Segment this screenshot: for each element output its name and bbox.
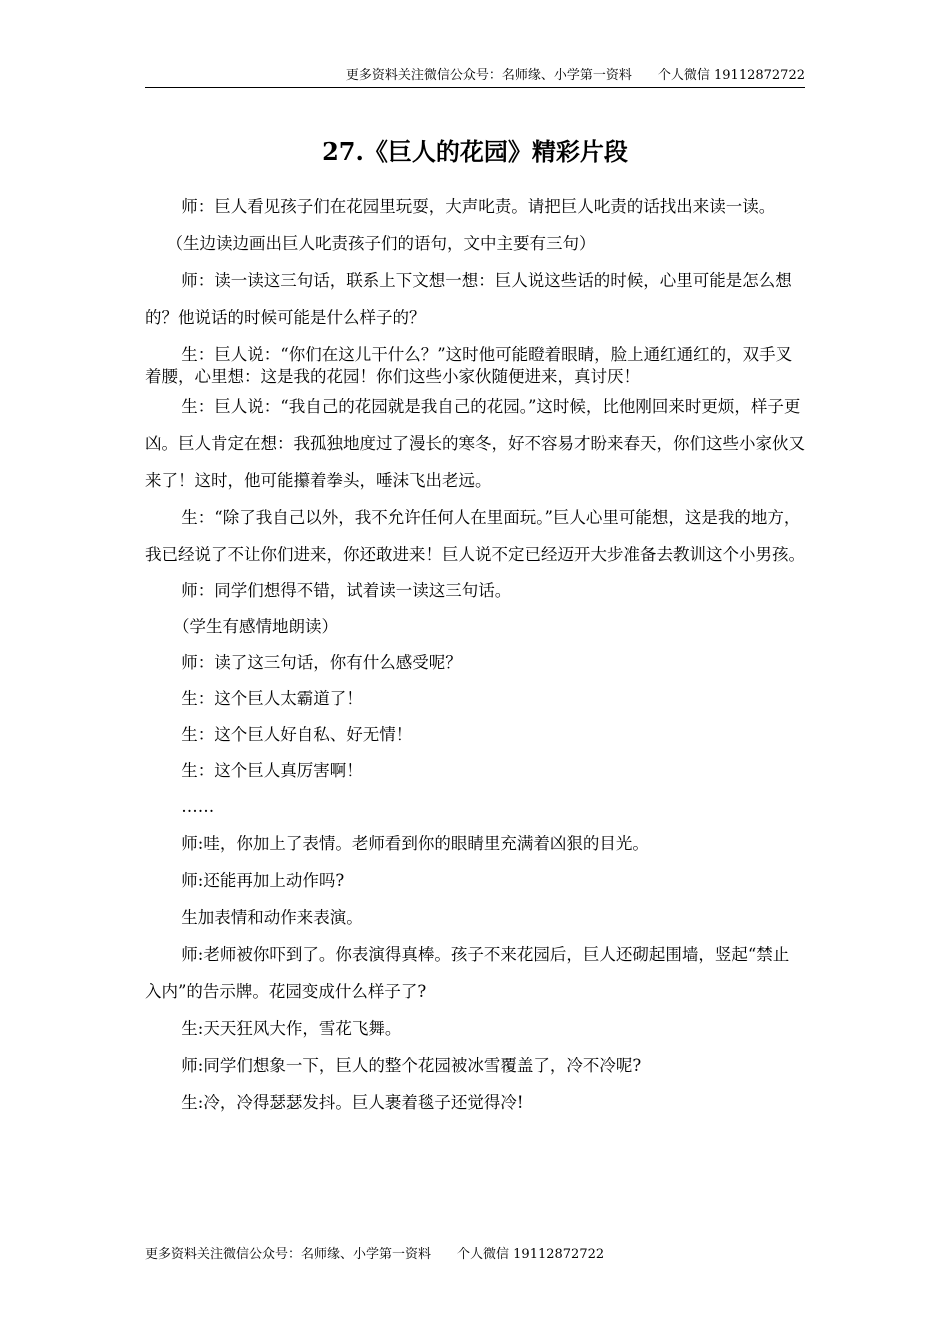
footer-wechat-text: 个人微信 19112872722 (457, 1247, 605, 1262)
paragraph: 生加表情和动作来表演。 (181, 908, 363, 927)
paragraph: 师:哇，你加上了表情。老师看到你的眼睛里充满着凶狠的目光。 (181, 834, 649, 853)
paragraph: （学生有感情地朗读） (173, 617, 339, 636)
footer-left-text: 更多资料关注微信公众号：名师缘、小学第一资料 (145, 1247, 432, 1262)
header-wechat-text: 个人微信 19112872722 (657, 68, 805, 83)
paragraph: 生：这个巨人真厉害啊！ (181, 761, 363, 780)
paragraph: 师：巨人看见孩子们在花园里玩耍，大声叱责。请把巨人叱责的话找出来读一读。 (181, 197, 776, 216)
paragraph: 师：读一读这三句话，联系上下文想一想：巨人说这些话的时候，心里可能是怎么想的？他说话的时候可能是什么样子的？ (145, 271, 792, 327)
paragraph: 生:冷，冷得瑟瑟发抖。巨人裹着毯子还觉得冷! (181, 1093, 524, 1112)
paragraph: 师:同学们想象一下，巨人的整个花园被冰雪覆盖了，冷不冷呢? (181, 1056, 642, 1075)
page-title: 27.《巨人的花园》精彩片段 (322, 137, 628, 166)
paragraph: …… (181, 797, 215, 816)
paragraph: 生：这个巨人太霸道了！ (181, 689, 363, 708)
paragraph: 生：巨人说：“我自己的花园就是我自己的花园。”这时候，比他刚回来时更烦，样子更凶。巨人肯定在想：我孤独地度过了漫长的寒冬，好不容易才盼来春天，你们这些小家伙又来了！这时，他可能攥着拳头，唾沫飞出老远。 (145, 397, 805, 490)
paragraph: 生：“除了我自己以外，我不允许任何人在里面玩。”巨人心里可能想，这是我的地方，我已经说了不让你们进来，你还敢进来！巨人说不定已经迈开大步准备去教训这个小男孩。 (145, 508, 805, 564)
page-header (145, 68, 805, 88)
paragraph: 师：同学们想得不错，试着读一读这三句话。 (181, 581, 512, 600)
header-left-text: 更多资料关注微信公众号：名师缘、小学第一资料 (345, 68, 632, 83)
document-body (145, 188, 805, 1121)
paragraph: 生：这个巨人好自私、好无情！ (181, 725, 413, 744)
paragraph: 师：读了这三句话，你有什么感受呢？ (181, 653, 462, 672)
page-footer (145, 1247, 604, 1263)
paragraph: （生边读边画出巨人叱责孩子们的语句，文中主要有三句） (166, 234, 596, 253)
paragraph: 生：巨人说：“你们在这儿干什么？”这时他可能瞪着眼睛，脸上通红通红的，双手叉着腰，心里想：这是我的花园！你们这些小家伙随便进来，真讨厌！ (145, 345, 793, 386)
paragraph: 师:还能再加上动作吗? (181, 871, 345, 890)
paragraph: 师:老师被你吓到了。你表演得真棒。孩子不来花园后，巨人还砌起围墙，竖起“禁止入内”的告示牌。花园变成什么样子了? (145, 945, 790, 1001)
paragraph: 生:天天狂风大作，雪花飞舞。 (181, 1019, 402, 1038)
